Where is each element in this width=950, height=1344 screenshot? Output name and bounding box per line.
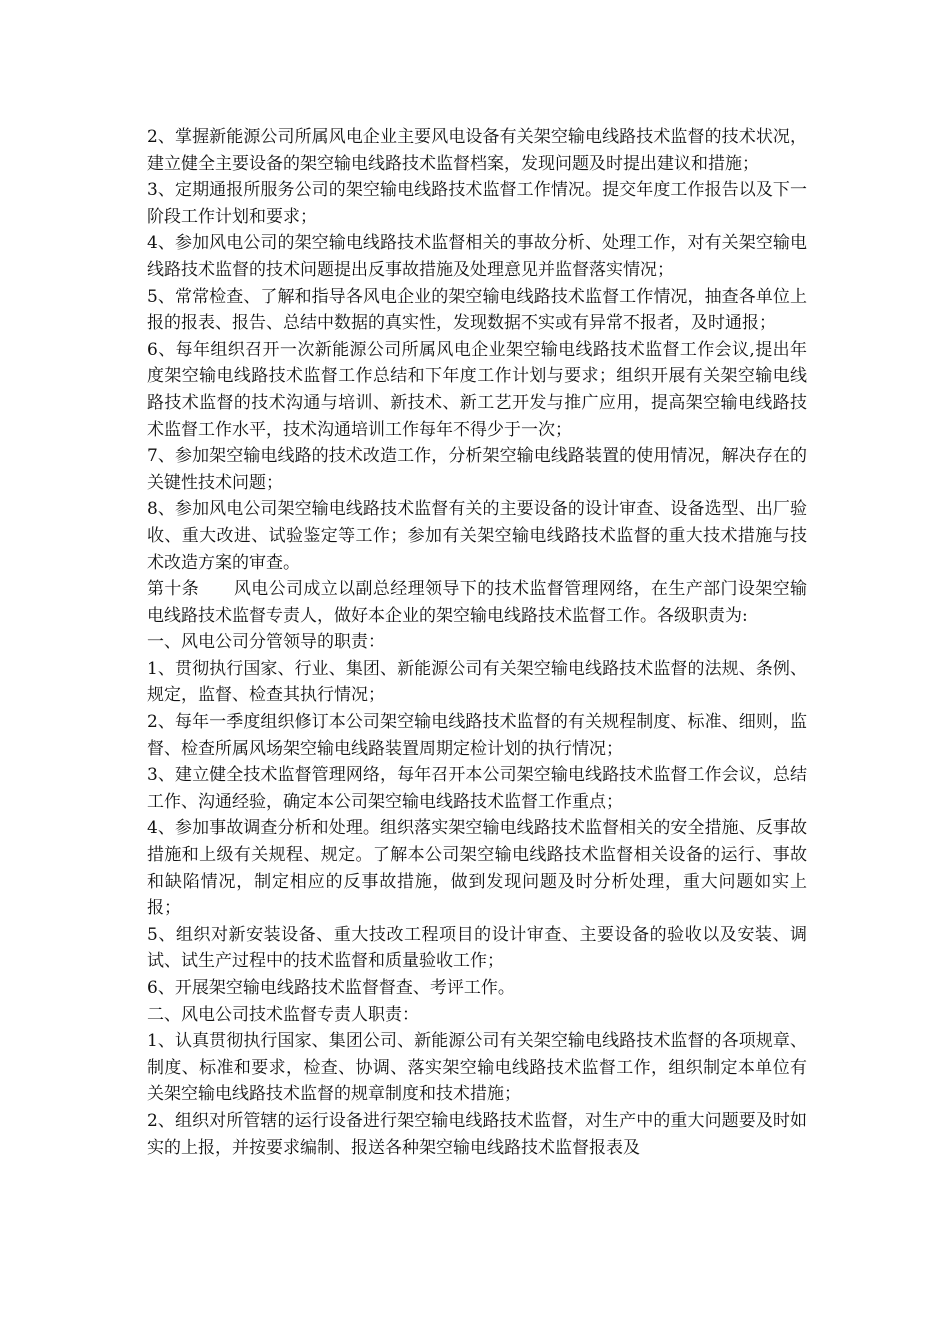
section-heading-specialist-duties: 二、风电公司技术监督专责人职责： [147, 1004, 419, 1025]
leader-duty-3: 3、建立健全技术监督管理网络，每年召开本公司架空输电线路技术监督工作会议，总结工作、沟通经验，确定本公司架空输电线路技术监督工作重点； [147, 765, 807, 812]
paragraph-duty-3: 3、定期通报所服务公司的架空输电线路技术监督工作情况。提交年度工作报告以及下一阶段工作计划和要求； [147, 180, 807, 227]
leader-duty-1: 1、贯彻执行国家、行业、集团、新能源公司有关架空输电线路技术监督的法规、条例、规定，监督、检查其执行情况； [147, 658, 807, 706]
section-heading-leader-duties: 一、风电公司分管领导的职责： [147, 632, 385, 653]
paragraph-duty-7: 7、参加架空输电线路的技术改造工作，分析架空输电线路装置的使用情况，解决存在的关键性技术问题； [147, 446, 807, 493]
paragraph-duty-5: 5、常常检查、了解和指导各风电企业的架空输电线路技术监督工作情况，抽查各单位上报的报表、报告、总结中数据的真实性，发现数据不实或有异常不报者，及时通报； [147, 286, 807, 334]
article-ten: 第十条 风电公司成立以副总经理领导下的技术监督管理网络，在生产部门设架空输电线路技术监督专责人，做好本企业的架空输电线路技术监督工作。各级职责为: [147, 579, 807, 626]
paragraph-duty-8: 8、参加风电公司架空输电线路技术监督有关的主要设备的设计审查、设备选型、出厂验收、重大改进、试验鉴定等工作；参加有关架空输电线路技术监督的重大技术措施与技术改造方案的审查。 [147, 499, 807, 573]
leader-duty-4: 4、参加事故调查分析和处理。组织落实架空输电线路技术监督相关的安全措施、反事故措施和上级有关规程、规定。了解本公司架空输电线路技术监督相关设备的运行、事故和缺陷情况，制定相应的反事故措施，做到发现问题及时分析处理，重大问题如实上报； [147, 818, 807, 919]
leader-duty-6: 6、开展架空输电线路技术监督督查、考评工作。 [147, 978, 515, 998]
paragraph-duty-2: 2、掌握新能源公司所属风电企业主要风电设备有关架空输电线路技术监督的技术状况，建立健全主要设备的架空输电线路技术监督档案，发现问题及时提出建议和措施； [147, 127, 807, 174]
paragraph-duty-6: 6、每年组织召开一次新能源公司所属风电企业架空输电线路技术监督工作会议,提出年度架空输电线路技术监督工作总结和下年度工作计划与要求；组织开展有关架空输电线路技术监督的技术沟通与培训、新技术、新工艺开发与推广应用，提高架空输电线路技术监督工作水平，技术沟通培训工作每年不得少于一次； [147, 339, 807, 440]
specialist-duty-2: 2、组织对所管辖的运行设备进行架空输电线路技术监督，对生产中的重大问题要及时如实的上报，并按要求编制、报送各种架空输电线路技术监督报表及 [147, 1110, 807, 1158]
leader-duty-5: 5、组织对新安装设备、重大技改工程项目的设计审查、主要设备的验收以及安装、调试、试生产过程中的技术监督和质量验收工作； [147, 924, 807, 972]
paragraph-duty-4: 4、参加风电公司的架空输电线路技术监督相关的事故分析、处理工作，对有关架空输电线路技术监督的技术问题提出反事故措施及处理意见并监督落实情况； [147, 233, 807, 280]
document-body [147, 124, 807, 1161]
specialist-duty-1: 1、认真贯彻执行国家、集团公司、新能源公司有关架空输电线路技术监督的各项规章、制度、标准和要求，检查、协调、落实架空输电线路技术监督工作，组织制定本单位有关架空输电线路技术监督的规章制度和技术措施； [147, 1031, 807, 1105]
leader-duty-2: 2、每年一季度组织修订本公司架空输电线路技术监督的有关规程制度、标准、细则，监督、检查所属风场架空输电线路装置周期定检计划的执行情况； [147, 712, 807, 759]
